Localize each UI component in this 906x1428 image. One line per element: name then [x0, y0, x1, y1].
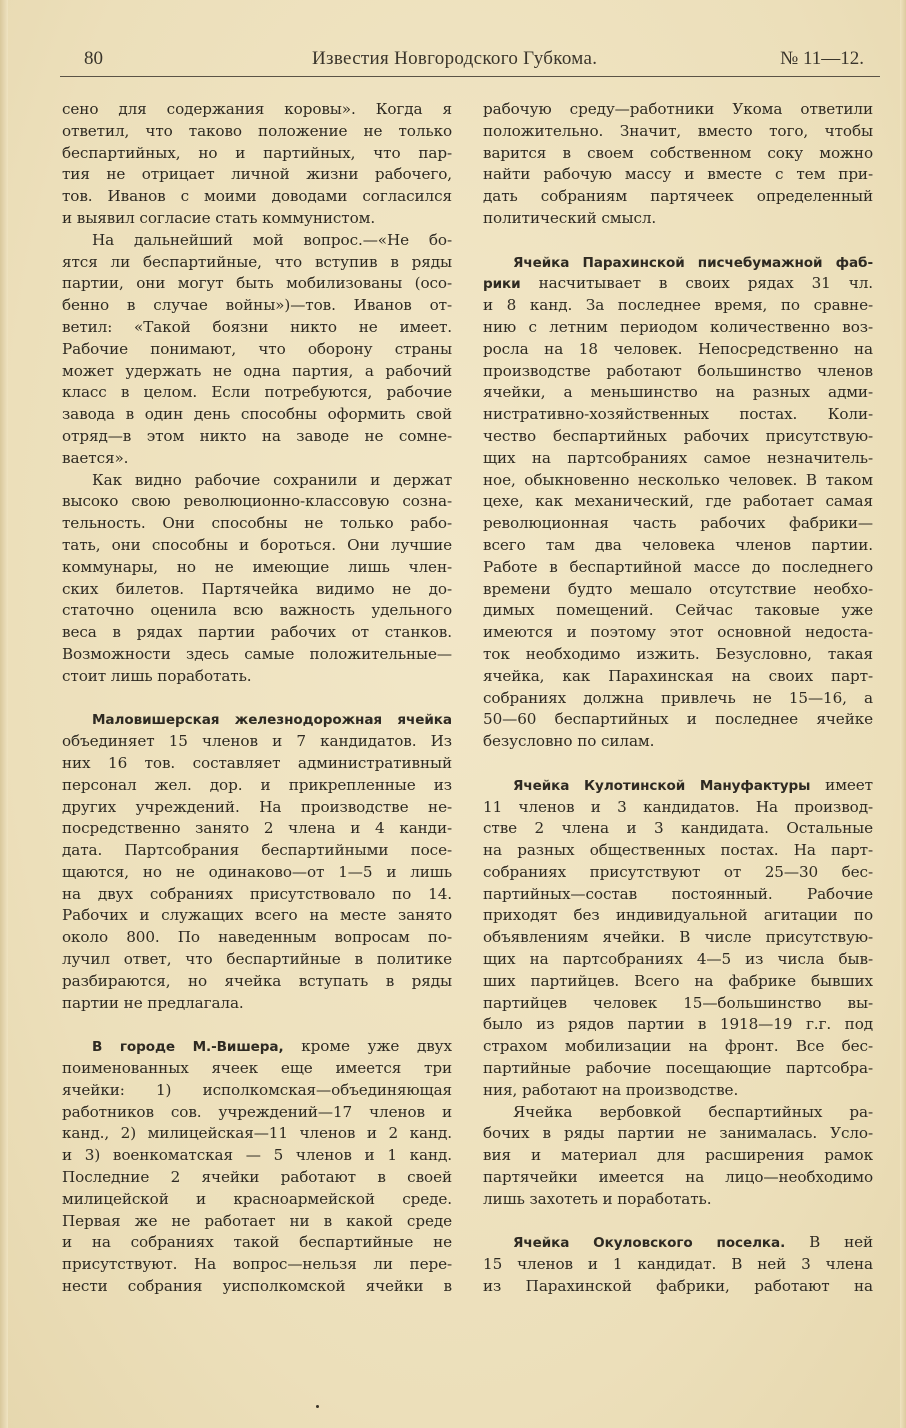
text-line: [62, 513, 452, 535]
text-line: [62, 470, 452, 492]
text-line: [62, 1232, 452, 1254]
line-text: всего там два человека членов партии.: [483, 535, 873, 554]
text-line: [483, 557, 873, 579]
text-line: [62, 709, 452, 731]
line-text: ячейки: 1) исполкомская—объединяющая: [62, 1080, 452, 1099]
line-text: партии, они могут быть мобилизованы (осо-: [62, 274, 452, 293]
line-text: может удержать не одна партия, а рабочий: [62, 361, 452, 380]
text-line: [62, 557, 452, 579]
line-text: поименованных ячеек еще имеется три: [62, 1059, 452, 1078]
line-text: ячейка, как Парахинская на своих парт-: [483, 666, 873, 685]
line-text: на разных общественных постах. На парт-: [483, 841, 873, 860]
line-text: Возможности здесь самые положительные—: [62, 644, 452, 663]
text-line: [62, 535, 452, 557]
line-text: из Парахинской фабрики, работают на: [483, 1277, 873, 1296]
text-line: [62, 622, 452, 644]
line-text: Первая же не работает ни в какой среде: [62, 1211, 452, 1230]
text-line: [62, 121, 452, 143]
line-text: коммунары, но не имеющие лишь член-: [62, 557, 452, 576]
line-text: нистративно-хозяйственных постах. Коли-: [483, 405, 873, 424]
line-text: щих на партсобраниях самое незначитель-: [483, 448, 873, 467]
line-text: вается».: [62, 448, 129, 467]
paragraph-gap: [62, 1014, 452, 1036]
line-text: ния, работают на производстве.: [483, 1080, 739, 1099]
text-line: [62, 1189, 452, 1211]
text-line: [483, 993, 873, 1015]
line-text: ответил, что таково положение не только: [62, 121, 452, 140]
paragraph-gap: [62, 688, 452, 710]
line-text: ятся ли беспартийные, что вступив в ряды: [62, 252, 452, 271]
line-text: и 3) военкоматская — 5 членов и 1 канд.: [62, 1146, 452, 1165]
text-line: [62, 1145, 452, 1167]
line-text: партийные рабочие посещающие партсобра-: [483, 1059, 873, 1078]
line-text: варится в своем собственном соку можно: [483, 143, 873, 162]
line-text: собраниях должна привлечь не 15—16, а: [483, 688, 873, 707]
line-text: тия не отрицает личной жизни рабочего,: [62, 165, 452, 184]
line-text: и 8 канд. За последнее время, по сравне-: [483, 296, 873, 315]
text-line: [62, 993, 452, 1015]
text-line: [483, 1058, 873, 1080]
paper-speck: [316, 1405, 319, 1408]
line-text: веса в рядах партии рабочих от станков.: [62, 623, 452, 642]
line-text: имеет: [810, 775, 873, 794]
line-text: канд., 2) милицейская—11 членов и 2 канд.: [62, 1124, 452, 1143]
text-line: [62, 339, 452, 361]
text-line: [483, 622, 873, 644]
line-text: партийцев человек 15—большинство вы-: [483, 993, 873, 1012]
text-line: [483, 1080, 873, 1102]
text-line: [483, 927, 873, 949]
line-text: лучил ответ, что беспартийные в политике: [62, 950, 452, 969]
section-lead-heading: Маловишерская железнодорожная ячейка: [92, 712, 452, 729]
text-line: [62, 797, 452, 819]
text-line: [483, 905, 873, 927]
line-text: бочих в ряды партии не занималась. Усло-: [483, 1124, 873, 1143]
line-text: около 800. По наведенным вопросам по-: [62, 928, 452, 947]
line-text: Последние 2 ячейки работают в своей: [62, 1168, 452, 1187]
text-line: [62, 644, 452, 666]
line-text: цехе, как механический, где работает самая: [483, 492, 873, 511]
line-text: димых помещений. Сейчас таковые уже: [483, 601, 873, 620]
text-line: [483, 1276, 873, 1298]
line-text: ских билетов. Партячейка видимо не до-: [62, 579, 452, 598]
text-line: [483, 99, 873, 121]
text-line: [483, 862, 873, 884]
text-line: [483, 143, 873, 165]
line-text: объявлениям ячейки. В числе присутствую-: [483, 928, 873, 947]
line-text: партийных—состав постоянный. Рабочие: [483, 884, 873, 903]
line-text: нию с летним периодом количественно воз-: [483, 317, 873, 336]
line-text: завода в один день способны оформить свой: [62, 405, 452, 424]
line-text: милицейской и красноармейской среде.: [62, 1189, 452, 1208]
text-line: [62, 1167, 452, 1189]
line-text: 50—60 беспартийных и последнее ячейке: [483, 710, 873, 729]
text-line: [483, 884, 873, 906]
section-lead-heading: Ячейка Парахинской писчебумажной фаб-: [513, 254, 873, 271]
line-text: Рабочих и служащих всего на месте занято: [62, 906, 452, 925]
text-line: [483, 1036, 873, 1058]
line-text: ное, обыкновенно несколько человек. В таком: [483, 470, 873, 489]
text-line: [483, 1254, 873, 1276]
text-line: [483, 840, 873, 862]
text-line: [62, 186, 452, 208]
text-line: [62, 775, 452, 797]
header-rule: [60, 76, 880, 77]
text-line: [62, 905, 452, 927]
text-line: [62, 230, 452, 252]
line-text: партии не предлагала.: [62, 993, 244, 1012]
line-text: Как видно рабочие сохранили и держат: [92, 470, 452, 489]
line-text: присутствуют. На вопрос—нельзя ли пере-: [62, 1255, 452, 1274]
text-line: [62, 1058, 452, 1080]
line-text: других учреждений. На производстве не-: [62, 797, 452, 816]
text-line: [483, 1167, 873, 1189]
line-text: кроме уже двух: [283, 1037, 452, 1056]
line-text: статочно оценила всю важность удельного: [62, 601, 452, 620]
line-text: класс в целом. Если потребуются, рабочие: [62, 383, 452, 402]
line-text: на двух собраниях присутствовало по 14.: [62, 884, 452, 903]
text-line: [483, 339, 873, 361]
text-line: [62, 1254, 452, 1276]
text-line: [483, 775, 873, 797]
line-text: найти рабочую массу и вместе с тем при-: [483, 165, 873, 184]
text-line: [483, 709, 873, 731]
text-line: [483, 470, 873, 492]
line-text: сено для содержания коровы». Когда я: [62, 100, 452, 118]
line-text: В ней: [785, 1233, 873, 1252]
text-line: [62, 927, 452, 949]
line-text: безусловно по силам.: [483, 732, 655, 751]
text-line: [483, 186, 873, 208]
text-line: [62, 1211, 452, 1233]
text-line: [483, 666, 873, 688]
line-text: тать, они способны и бороться. Они лучшие: [62, 535, 452, 554]
text-line: [483, 1123, 873, 1145]
line-text: высоко свою революционно-классовую созна-: [62, 492, 452, 511]
paragraph-gap: [483, 753, 873, 775]
line-text: рабочую среду—работники Укома ответили: [483, 100, 873, 118]
text-line: [62, 273, 452, 295]
text-line: [483, 1102, 873, 1124]
text-line: [62, 1036, 452, 1058]
line-text: щаются, но не одинаково—от 1—5 и лишь: [62, 862, 452, 881]
page-number: 80: [84, 48, 103, 69]
text-line: [483, 535, 873, 557]
line-text: ячейки, а меньшинство на разных адми-: [483, 383, 873, 402]
line-text: имеются и поэтому этот основной недоста-: [483, 623, 873, 642]
text-line: [62, 382, 452, 404]
text-line: [483, 1189, 873, 1211]
text-line: [62, 143, 452, 165]
text-line: [483, 1014, 873, 1036]
text-line: [483, 164, 873, 186]
line-text: стве 2 члена и 3 кандидата. Остальные: [483, 819, 873, 838]
line-text: Рабочие понимают, что оборону страны: [62, 339, 452, 358]
line-text: страхом мобилизации на фронт. Все бес-: [483, 1037, 873, 1056]
line-text: бенно в случае войны»)—тов. Иванов от-: [62, 296, 452, 315]
text-line: [483, 491, 873, 513]
paragraph-gap: [483, 1211, 873, 1233]
line-text: тельность. Они способны не только рабо-: [62, 514, 452, 533]
text-line: [483, 317, 873, 339]
line-text: персонал жел. дор. и прикрепленные из: [62, 775, 452, 794]
text-line: [483, 426, 873, 448]
text-line: [483, 1145, 873, 1167]
text-line: [62, 99, 452, 121]
line-text: дать собраниям партячеек определенный: [483, 187, 873, 206]
line-text: разбираются, но ячейка вступать в ряды: [62, 971, 452, 990]
section-lead-heading: Ячейка Кулотинской Мануфактуры: [513, 777, 811, 794]
line-text: 11 членов и 3 кандидатов. На производ-: [483, 797, 873, 816]
text-line: [483, 513, 873, 535]
line-text: времени будто мешало отсутствие необхо-: [483, 579, 873, 598]
line-text: политический смысл.: [483, 208, 657, 227]
line-text: нести собрания уисполкомской ячейки в: [62, 1277, 452, 1296]
text-line: [62, 1102, 452, 1124]
text-line: [62, 600, 452, 622]
left-column: [62, 99, 452, 1298]
line-text: тов. Иванов с моими доводами согласился: [62, 187, 452, 206]
line-text: положительно. Значит, вместо того, чтобы: [483, 121, 873, 140]
line-text: 15 членов и 1 кандидат. В ней 3 члена: [483, 1255, 873, 1274]
text-line: [62, 361, 452, 383]
section-lead-heading: рики: [483, 276, 521, 293]
text-line: [483, 731, 873, 753]
right-column: [483, 99, 873, 1298]
line-text: ветил: «Такой боязни никто не имеет.: [62, 317, 452, 336]
text-line: [483, 949, 873, 971]
line-text: партячейки имеется на лицо—необходимо: [483, 1168, 873, 1187]
text-line: [62, 208, 452, 230]
line-text: приходят без индивидуальной агитации по: [483, 906, 873, 925]
text-line: [62, 1080, 452, 1102]
line-text: работников сов. учреждений—17 членов и: [62, 1102, 452, 1121]
line-text: и выявил согласие стать коммунистом.: [62, 208, 376, 227]
line-text: было из рядов партии в 1918—19 г.г. под: [483, 1015, 873, 1034]
line-text: стоит лишь поработать.: [62, 666, 252, 685]
text-line: [62, 404, 452, 426]
text-line: [62, 164, 452, 186]
text-line: [483, 448, 873, 470]
text-line: [62, 862, 452, 884]
line-text: Ячейка вербовкой беспартийных ра-: [513, 1102, 873, 1121]
line-text: беспартийных, но и партийных, что пар-: [62, 143, 452, 162]
text-line: [62, 818, 452, 840]
line-text: них 16 тов. составляет административный: [62, 753, 452, 772]
text-line: [483, 382, 873, 404]
line-text: росла на 18 человек. Непосредственно на: [483, 339, 873, 358]
text-line: [62, 295, 452, 317]
text-line: [483, 404, 873, 426]
line-text: ток необходимо изжить. Безусловно, такая: [483, 644, 873, 663]
text-line: [483, 688, 873, 710]
line-text: На дальнейший мой вопрос.—«Не бо-: [92, 230, 452, 249]
text-line: [62, 252, 452, 274]
text-line: [483, 121, 873, 143]
text-line: [483, 644, 873, 666]
text-line: [62, 1276, 452, 1298]
text-line: [483, 579, 873, 601]
text-line: [483, 208, 873, 230]
line-text: дата. Партсобрания беспартийными посе-: [62, 841, 452, 860]
issue-number: № 11—12.: [780, 48, 864, 69]
line-text: вия и материал для расширения рамок: [483, 1146, 873, 1165]
text-line: [62, 579, 452, 601]
section-lead-heading: В городе М.-Вишера,: [92, 1039, 284, 1056]
text-line: [62, 971, 452, 993]
line-text: ших партийцев. Всего на фабрике бывших: [483, 971, 873, 990]
text-line: [483, 971, 873, 993]
line-text: Работе в беспартийной массе до последнего: [483, 557, 873, 576]
text-line: [483, 797, 873, 819]
text-line: [483, 252, 873, 274]
text-line: [62, 317, 452, 339]
text-line: [483, 273, 873, 295]
text-line: [62, 1123, 452, 1145]
text-line: [62, 448, 452, 470]
page-edge-right: [900, 0, 906, 1428]
running-header: [84, 48, 864, 74]
paragraph-gap: [483, 230, 873, 252]
text-line: [483, 1232, 873, 1254]
text-line: [62, 949, 452, 971]
running-title: Известия Новгородского Губкома.: [312, 48, 598, 69]
line-text: чество беспартийных рабочих присутствую-: [483, 426, 873, 445]
line-text: собраниях присутствуют от 25—30 бес-: [483, 862, 873, 881]
line-text: лишь захотеть и поработать.: [483, 1189, 712, 1208]
text-line: [62, 491, 452, 513]
text-line: [483, 295, 873, 317]
line-text: насчитывает в своих рядах 31 чл.: [520, 274, 873, 293]
text-line: [62, 884, 452, 906]
line-text: отряд—в этом никто на заводе не сомне-: [62, 426, 452, 445]
line-text: революционная часть рабочих фабрики—: [483, 514, 873, 533]
text-line: [62, 753, 452, 775]
line-text: и на собраниях такой беспартийные не: [62, 1233, 452, 1252]
text-line: [483, 600, 873, 622]
text-line: [483, 361, 873, 383]
section-lead-heading: Ячейка Окуловского поселка.: [513, 1235, 786, 1252]
text-line: [62, 426, 452, 448]
line-text: щих на партсобраниях 4—5 из числа быв-: [483, 950, 873, 969]
text-line: [62, 840, 452, 862]
text-line: [62, 666, 452, 688]
line-text: посредственно занято 2 члена и 4 канди-: [62, 819, 452, 838]
line-text: объединяет 15 членов и 7 кандидатов. Из: [62, 732, 452, 751]
page-edge-left: [0, 0, 8, 1428]
text-line: [62, 731, 452, 753]
text-line: [483, 818, 873, 840]
line-text: производстве работают большинство членов: [483, 361, 873, 380]
